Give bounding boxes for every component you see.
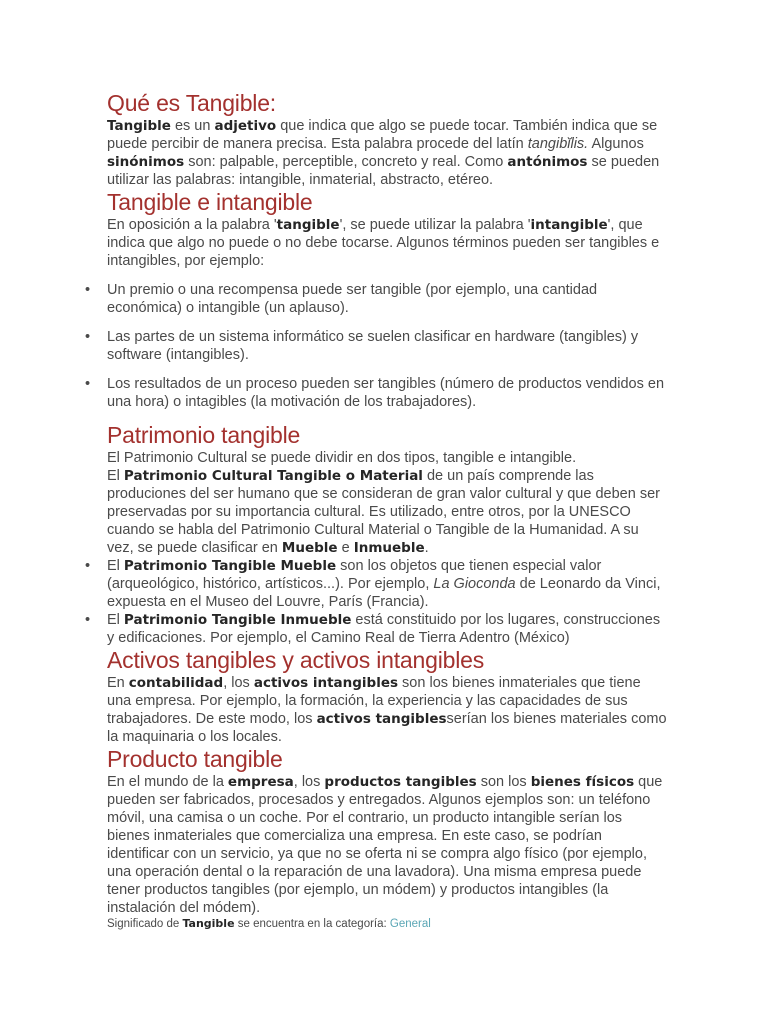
heading-producto-tangible: Producto tangible (107, 746, 283, 772)
paragraph-oposicion: En oposición a la palabra 'tangible', se puede utilizar la palabra 'intangible', que indica que algo no puede o no debe tocarse. Algunos términos pueden ser tangibles e intangibles, por ejemplo: (107, 217, 660, 269)
list-item: • Las partes de un sistema informático se suelen clasificar en hardware (tangibles) y software (intangibles). (107, 328, 667, 364)
heading-patrimonio-tangible: Patrimonio tangible (107, 422, 301, 448)
paragraph-patrimonio-material: El Patrimonio Cultural Tangible o Material de un país comprende las produciones del ser humano que se consideran de gran valor cultural y que deben ser preservadas por su importancia cultural. Es utilizado, entre otros, por la UNESCO cuando se habla del Patrimonio Cultural Material o Tangible de la Humanidad. A su vez, se puede clasificar en Mueble e Inmueble. (107, 468, 660, 556)
heading-tangible-e-intangible: Tangible e intangible (107, 189, 313, 215)
article-body (107, 90, 667, 931)
list-item: • El Patrimonio Tangible Inmueble está constituido por los lugares, construcciones y edificaciones. Por ejemplo, el Camino Real de Tierra Adentro (México) (107, 611, 667, 647)
heading-activos: Activos tangibles y activos intangibles (107, 647, 485, 673)
patrimonio-list (107, 557, 667, 647)
heading-que-es-tangible: Qué es Tangible: (107, 90, 276, 116)
paragraph-activos: En contabilidad, los activos intangibles son los bienes inmateriales que tiene una empresa. Por ejemplo, la formación, la experiencia y las capacidades de sus trabajadores. De este modo, los activos tangiblesserían los bienes materiales como la maquinaria o los locales. (107, 675, 667, 745)
examples-list (107, 281, 667, 411)
list-item: • Un premio o una recompensa puede ser tangible (por ejemplo, una cantidad económica) o intangible (un aplauso). (107, 281, 667, 317)
category-link[interactable]: General (389, 918, 431, 930)
category-footer: Significado de Tangible se encuentra en la categoría: General (107, 917, 431, 930)
list-item: • El Patrimonio Tangible Mueble son los objetos que tienen especial valor (arqueológico, histórico, artísticos...). Por ejemplo, La Gioconda de Leonardo da Vinci, expuesta en el Museo del Louvre, París (Francia). (107, 557, 667, 611)
list-item: • Los resultados de un proceso pueden ser tangibles (número de productos vendidos en una hora) o intagibles (la motivación de los trabajadores). (107, 375, 667, 411)
paragraph-patrimonio-intro: El Patrimonio Cultural se puede dividir en dos tipos, tangible e intangible. (107, 450, 577, 466)
paragraph-producto: En el mundo de la empresa, los productos tangibles son los bienes físicos que pueden ser fabricados, procesados y entregados. Algunos ejemplos son: un teléfono móvil, una camisa o un coche. Por el contrario, un producto intangible serían los bienes inmateriales que comercializa una empresa. En este caso, se podrían identificar con un servicio, ya que no se oferta ni se compra algo físico (por ejemplo, una operación dental o la reparación de una lavadora). Una misma empresa puede tener productos tangibles (por ejemplo, un módem) y productos intangibles (la instalación del módem). (107, 774, 663, 916)
paragraph-definition: Tangible es un adjetivo que indica que algo se puede tocar. También indica que se puede percibir de manera precisa. Esta palabra procede del latín tangibĭlis. Algunos sinónimos son: palpable, perceptible, concreto y real. Como antónimos se pueden utilizar las palabras: intangible, inmaterial, abstracto, etéreo. (107, 118, 660, 188)
